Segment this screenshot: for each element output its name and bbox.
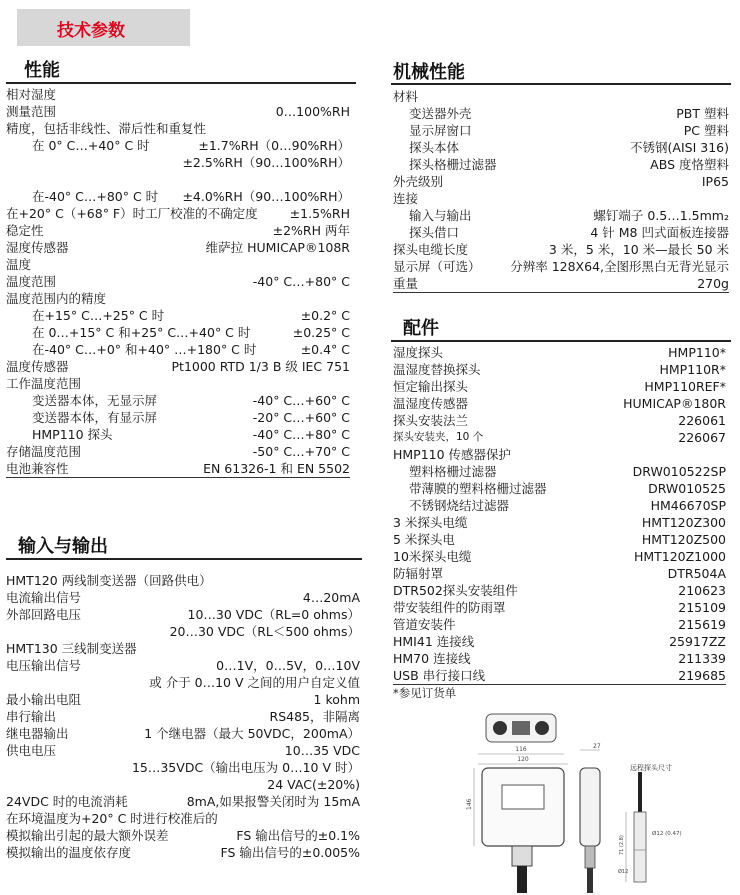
table-row: 20…30 VDC（RL＜500 ohms） bbox=[169, 624, 360, 639]
performance-title: 性能 bbox=[24, 60, 60, 81]
probe-label: 远程探头尺寸 bbox=[630, 764, 672, 772]
table-row: 在+15° C…+25° C 时 ±0.2° C bbox=[32, 308, 350, 323]
footnote: *参见订货单 bbox=[393, 686, 457, 700]
table-row: 在 0…+15° C 和+25° C…+40° C 时 ±0.25° C bbox=[32, 325, 350, 340]
section-banner bbox=[17, 9, 190, 46]
table-row: USB 串行接口线 219685 bbox=[393, 668, 726, 683]
table-row: 温度范围内的精度 bbox=[6, 291, 107, 306]
table-row: HMI41 连接线 25917ZZ bbox=[393, 634, 726, 649]
table-row: 继电器输出 1 个继电器（最大 50VDC，200mA） bbox=[6, 726, 360, 741]
probe-small: Ø12 bbox=[618, 869, 629, 875]
table-row bbox=[6, 171, 350, 188]
table-row: 10米探头电缆 HMT120Z1000 bbox=[393, 549, 726, 564]
table-row: 或 介于 0…10 V 之间的用户自定义值 bbox=[149, 675, 360, 690]
dimension-drawing bbox=[468, 710, 726, 893]
performance-rule bbox=[6, 82, 356, 84]
table-row: HMT130 三线制变送器 bbox=[6, 641, 137, 656]
table-row: 在 0° C…+40° C 时 ±1.7%RH（0…90%RH） bbox=[32, 138, 350, 153]
table-row: 15…35VDC（输出电压为 0…10 V 时） bbox=[131, 760, 360, 775]
table-row: 温度传感器 Pt1000 RTD 1/3 B 级 IEC 751 bbox=[6, 359, 350, 374]
table-row: 连接 bbox=[393, 191, 419, 206]
probe-dia: Ø12 (0.47) bbox=[652, 831, 682, 837]
top-view-port-left bbox=[493, 721, 507, 735]
table-row: 温度范围 -40° C…+80° C bbox=[6, 274, 350, 289]
table-row: 相对湿度 bbox=[6, 87, 57, 102]
table-row: HMP110 传感器保护 bbox=[393, 447, 512, 462]
table-row: 稳定性 ±2%RH 两年 bbox=[6, 223, 350, 238]
table-row: 测量范围 0…100%RH bbox=[6, 104, 350, 119]
table-row: 重量 270g bbox=[393, 276, 729, 291]
cable bbox=[517, 866, 527, 893]
dim-depth: 27 bbox=[593, 743, 601, 750]
table-row: 温湿度替换探头 HMP110R* bbox=[393, 362, 726, 377]
table-row: 探头安装夹，10 个 226067 bbox=[393, 430, 726, 445]
table-row: 电压输出信号 0…1V，0…5V，0…10V bbox=[6, 658, 360, 673]
probe-body bbox=[634, 812, 646, 882]
table-row: 材料 bbox=[393, 89, 419, 104]
top-view-port-right bbox=[535, 721, 549, 735]
dim-width: 120 bbox=[517, 756, 529, 763]
table-row: 模拟输出的温度依存度 FS 输出信号的±0.005% bbox=[6, 845, 360, 860]
banner-title: 技术参数 bbox=[57, 21, 125, 41]
mechanical-rule bbox=[391, 83, 731, 85]
accessories-table bbox=[393, 344, 726, 702]
table-row: 输入与输出 螺钉端子 0.5…1.5mm₂ bbox=[409, 208, 729, 223]
table-row: 带安装组件的防雨罩 215109 bbox=[393, 600, 726, 615]
table-row: 带薄膜的塑料格栅过滤器 DRW010525 bbox=[409, 481, 726, 496]
cable-gland bbox=[512, 846, 532, 866]
table-row: HM70 连接线 211339 bbox=[393, 651, 726, 666]
table-row: 串行输出 RS485，非隔离 bbox=[6, 709, 360, 724]
side-cable bbox=[587, 868, 593, 893]
table-row: 变送器本体，有显示屏 -20° C…+60° C bbox=[32, 410, 350, 425]
table-row: HMP110 探头 -40° C…+80° C bbox=[32, 427, 350, 442]
io-table bbox=[6, 572, 360, 861]
table-row: 温湿度传感器 HUMICAP®180R bbox=[393, 396, 726, 411]
io-title: 输入与输出 bbox=[18, 536, 108, 557]
dim-height: 146 bbox=[466, 798, 473, 810]
mechanical-title: 机械性能 bbox=[393, 62, 465, 83]
table-row: 最小输出电阻 1 kohm bbox=[6, 692, 360, 707]
accessories-rule bbox=[391, 340, 731, 342]
table-row: 外壳级别 IP65 bbox=[393, 174, 729, 189]
table-row: 精度，包括非线性、滞后性和重复性 bbox=[6, 121, 207, 136]
table-row: ±2.5%RH（90…100%RH） bbox=[182, 155, 350, 170]
table-row: 温度 bbox=[6, 257, 32, 272]
top-view-center bbox=[512, 721, 530, 735]
table-row: 在+20° C（+68° F）时工厂校准的不确定度 ±1.5%RH bbox=[6, 206, 350, 221]
table-row: 防辐射罩 DTR504A bbox=[393, 566, 726, 581]
table-row: 变送器外壳 PBT 塑料 bbox=[409, 106, 729, 121]
table-row: 探头借口 4 针 M8 凹式面板连接器 bbox=[409, 225, 729, 240]
accessories-title: 配件 bbox=[403, 318, 439, 339]
table-row: 显示屏（可选） 分辨率 128X64,全图形黑白无背光显示 bbox=[393, 259, 729, 274]
table-row: 探头安装法兰 226061 bbox=[393, 413, 726, 428]
table-row: 24VDC 时的电流消耗 8mA,如果报警关闭时为 15mA bbox=[6, 794, 360, 809]
side-view bbox=[580, 768, 600, 846]
table-row: 显示屏窗口 PC 塑料 bbox=[409, 123, 729, 138]
table-row: 存储温度范围 -50° C…+70° C bbox=[6, 444, 350, 459]
table-row: DTR502探头安装组件 210623 bbox=[393, 583, 726, 598]
table-row: 在-40° C…+0° 和+40° …+180° C 时 ±0.4° C bbox=[32, 342, 350, 357]
table-row: 恒定输出探头 HMP110REF* bbox=[393, 379, 726, 394]
table-row: 模拟输出引起的最大额外误差 FS 输出信号的±0.1% bbox=[6, 828, 360, 843]
probe-cable bbox=[638, 772, 642, 812]
table-row: 变送器本体，无显示屏 -40° C…+60° C bbox=[32, 393, 350, 408]
mechanical-table bbox=[393, 88, 729, 293]
table-row: 在-40° C…+80° C 时 ±4.0%RH（90…100%RH） bbox=[32, 189, 350, 204]
table-row: 湿度探头 HMP110* bbox=[393, 345, 726, 360]
table-row: 电流输出信号 4…20mA bbox=[6, 590, 360, 605]
probe-len: 71 (2.8) bbox=[619, 835, 625, 855]
performance-table bbox=[6, 86, 350, 478]
table-row: 3 米探头电缆 HMT120Z300 bbox=[393, 515, 726, 530]
table-row: 探头本体 不锈钢(AISI 316) bbox=[409, 140, 729, 155]
io-rule bbox=[6, 558, 362, 560]
table-row: 工作温度范围 bbox=[6, 376, 82, 391]
table-row: 外部回路电压 10…30 VDC（RL=0 ohms） bbox=[6, 607, 360, 622]
table-row: 在环境温度为+20° C 时进行校准后的 bbox=[6, 811, 218, 826]
table-row: 塑料格栅过滤器 DRW010522SP bbox=[409, 464, 726, 479]
dim-top: 116 bbox=[515, 746, 527, 753]
table-row: 供电电压 10…35 VDC bbox=[6, 743, 360, 758]
table-row: 电池兼容性 EN 61326-1 和 EN 5502 bbox=[6, 461, 350, 476]
table-row: 管道安装件 215619 bbox=[393, 617, 726, 632]
table-row: 探头格栅过滤器 ABS 度恪塑料 bbox=[409, 157, 729, 172]
table-row: 湿度传感器 维萨拉 HUMICAP®108R bbox=[6, 240, 350, 255]
table-row: 24 VAC(±20%) bbox=[267, 777, 360, 792]
table-row: HMT120 两线制变送器（回路供电） bbox=[6, 573, 212, 588]
table-row: 不锈钢烧结过滤器 HM46670SP bbox=[409, 498, 726, 513]
table-row: 5 米探头电 HMT120Z500 bbox=[393, 532, 726, 547]
side-gland bbox=[585, 846, 595, 868]
front-view-window bbox=[502, 785, 544, 809]
table-row: 探头电缆长度 3 米，5 米，10 米—最长 50 米 bbox=[393, 242, 729, 257]
